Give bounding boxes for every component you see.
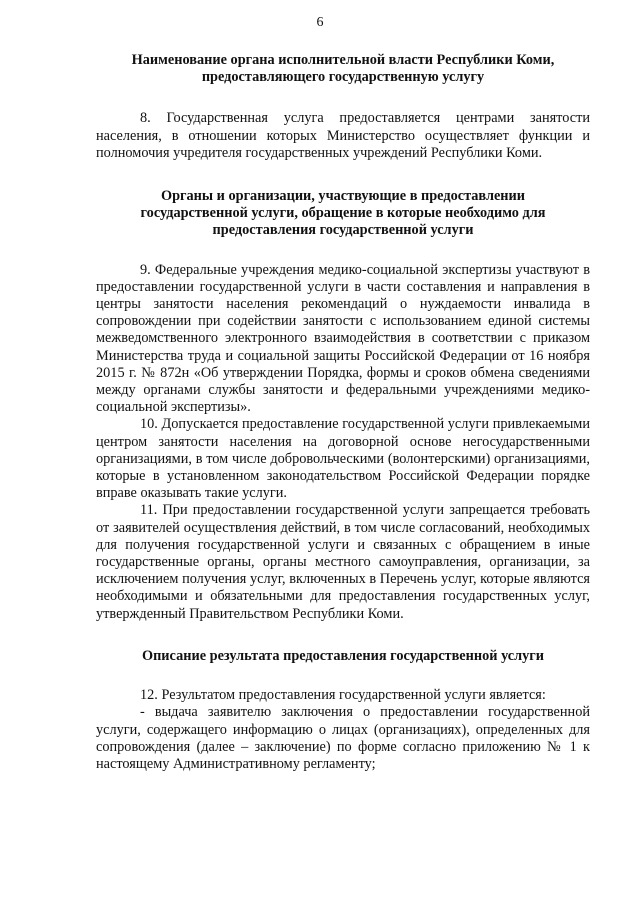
paragraph-9: 9. Федеральные учреждения медико-социальной экспертизы участвуют в предоставлении государственной услуги в части составления и направления в центры занятости населения рекомендаций о нуждаемости инвалида в сопровождении при содействии занятости с использованием единой системы межведомственного электронного взаимодействия в соответствии с приказом Министерства труда и социальной защиты Российской Федерации от 16 ноября 2015 г. № 872н «Об утверждении Порядка, формы и сроков обмена сведениями между органами службы занятости и федеральными учреждениями медико-социальной экспертизы». [96,261,590,416]
heading-line: Наименование органа исполнительной власти Республики Коми, [131,52,555,68]
heading-line: предоставляющего государственную услугу [201,69,485,86]
heading-line: Описание результата предоставления государственной услуги [141,647,545,664]
section-heading-participating-bodies [96,188,590,240]
heading-line: Органы и организации, участвующие в предоставлении [160,188,526,205]
section-heading-issuing-authority [96,52,590,86]
heading-line: предоставления государственной услуги [212,222,474,239]
paragraph-8: 8. Государственная услуга предоставляется центрами занятости населения, в отношении которых Министерство осуществляет функции и полномочия учредителя государственных учреждений Республики Коми. [96,110,590,161]
paragraph-12: 12. Результатом предоставления государственной услуги является: [140,687,546,704]
document-body [96,52,590,773]
section-heading-service-result [96,648,590,665]
paragraph-12-item-1: - выдача заявителю заключения о предоставлении государственной услуги, содержащего информацию о лицах (организациях), определенных для сопровождения (далее – заключение) по форме согласно приложению № 1 к настоящему Административному регламенту; [96,704,590,772]
heading-line: государственной услуги, обращение в которые необходимо для [140,205,546,222]
paragraph-11: 11. При предоставлении государственной услуги запрещается требовать от заявителей осуществления действий, в том числе согласований, необходимых для получения государственной услуги и связанных с обращением в иные государственные органы, органы местного самоуправления, организации, за исключением получения услуг, включенных в Перечень услуг, которые являются необходимыми и обязательными для предоставления государственных услуг, утвержденный Правительством Республики Коми. [96,502,590,622]
paragraph-10: 10. Допускается предоставление государственной услуги привлекаемыми центром занятости населения на договорной основе негосударственными организациями, в том числе добровольческими (волонтерскими) организациями, которые в установленном законодательством Российской Федерации порядке вправе оказывать такие услуги. [96,416,590,502]
page-number: 6 [316,15,324,30]
